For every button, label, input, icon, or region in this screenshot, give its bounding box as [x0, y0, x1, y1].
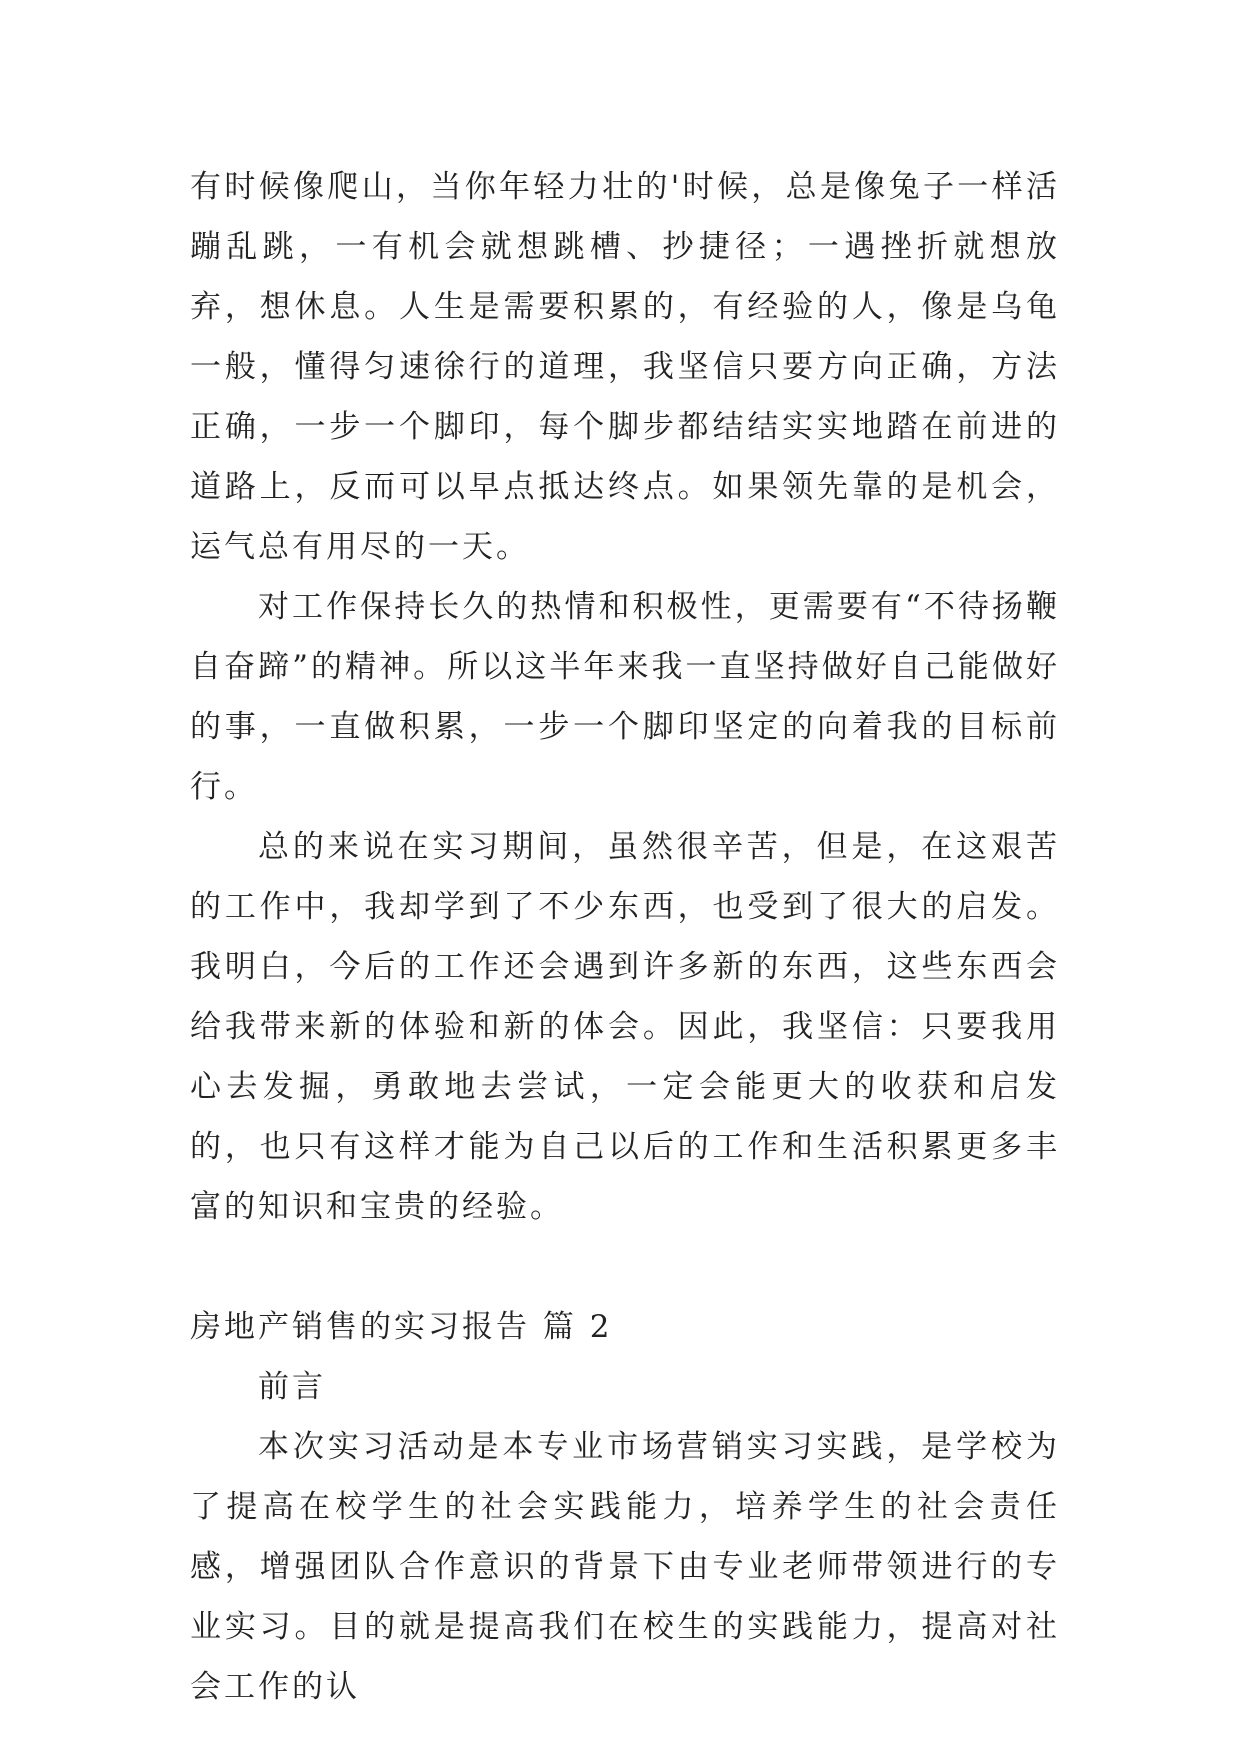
section-spacer — [190, 1237, 1060, 1297]
paragraph-work-enthusiasm: 对工作保持长久的热情和积极性，更需要有“不待扬鞭自奋蹄”的精神。所以这半年来我一直坚持做好自己能做好的事，一直做积累，一步一个脚印坚定的向着我的目标前行。 — [190, 589, 1060, 805]
paragraph-climbing-metaphor: 有时候像爬山，当你年轻力壮的'时候，总是像兔子一样活蹦乱跳，一有机会就想跳槽、抄捷径；一遇挫折就想放弃，想休息。人生是需要积累的，有经验的人，像是乌龟一般，懂得匀速徐行的道理，我坚信只要方向正确，方法正确，一步一个脚印，每个脚步都结结实实地踏在前进的道路上，反而可以早点抵达终点。如果领先靠的是机会，运气总有用尽的一天。 — [190, 169, 1060, 565]
section-subheading: 前言 — [258, 1369, 326, 1405]
paragraph-internship-summary: 总的来说在实习期间，虽然很辛苦，但是，在这艰苦的工作中，我却学到了不少东西，也受到了很大的启发。我明白，今后的工作还会遇到许多新的东西，这些东西会给我带来新的体验和新的体会。因此，我坚信：只要我用心去发掘，勇敢地去尝试，一定会能更大的收获和启发的，也只有这样才能为自己以后的工作和生活积累更多丰富的知识和宝贵的经验。 — [190, 829, 1060, 1225]
section-title: 房地产销售的实习报告 篇 2 — [190, 1309, 613, 1345]
paragraph-preface: 本次实习活动是本专业市场营销实习实践，是学校为了提高在校学生的社会实践能力，培养学生的社会责任感，增强团队合作意识的背景下由专业老师带领进行的专业实习。目的就是提高我们在校生的实践能力，提高对社会工作的认 — [190, 1429, 1060, 1705]
document-body — [190, 157, 1060, 1717]
